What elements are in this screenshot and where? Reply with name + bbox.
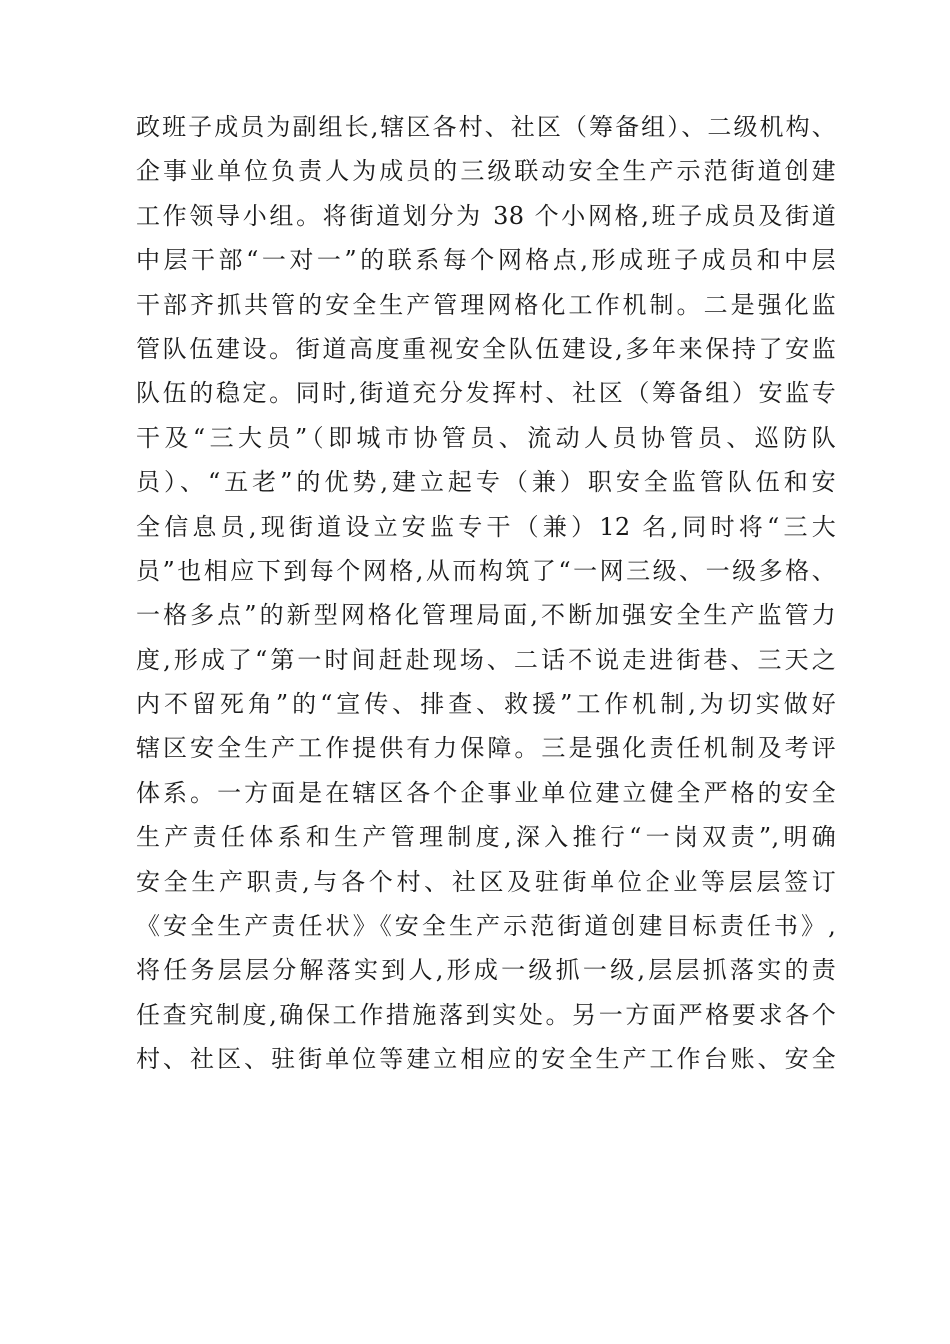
text-line: 企事业单位负责人为成员的三级联动安全生产示范街道创建 <box>136 157 836 186</box>
text-line: 管队伍建设。街道高度重视安全队伍建设,多年来保持了安监 <box>136 334 836 363</box>
text-line: 员）、“五老”的优势,建立起专（兼）职安全监管队伍和安 <box>136 468 836 497</box>
text-line: 员”也相应下到每个网格,从而构筑了“一网三级、一级多格、 <box>136 556 836 585</box>
text-line: 中层干部“一对一”的联系每个网格点,形成班子成员和中层 <box>136 246 836 275</box>
text-line: 体系。一方面是在辖区各个企事业单位建立健全严格的安全 <box>136 778 836 807</box>
text-line: 度,形成了“第一时间赶赴现场、二话不说走进街巷、三天之 <box>136 645 836 674</box>
text-line: 队伍的稳定。同时,街道充分发挥村、社区（筹备组）安监专 <box>136 379 836 408</box>
text-line: 任查究制度,确保工作措施落到实处。另一方面严格要求各个 <box>136 1000 836 1029</box>
text-line: 干及“三大员”（即城市协管员、流动人员协管员、巡防队 <box>136 423 836 452</box>
text-line: 政班子成员为副组长,辖区各村、社区（筹备组）、二级机构、 <box>136 113 836 141</box>
text-line: 《安全生产责任状》《安全生产示范街道创建目标责任书》, <box>136 912 836 941</box>
text-line: 内不留死角”的“宣传、排查、救援”工作机制,为切实做好 <box>136 690 836 719</box>
text-line: 生产责任体系和生产管理制度,深入推行“一岗双责”,明确 <box>136 823 836 852</box>
text-line: 辖区安全生产工作提供有力保障。三是强化责任机制及考评 <box>136 734 836 763</box>
text-line: 村、社区、驻街单位等建立相应的安全生产工作台账、安全 <box>136 1045 836 1074</box>
text-line: 工作领导小组。将街道划分为 38 个小网格,班子成员及街道 <box>136 201 836 230</box>
text-line: 全信息员,现街道设立安监专干（兼）12 名,同时将“三大 <box>136 512 836 541</box>
text-line: 将任务层层分解落实到人,形成一级抓一级,层层抓落实的责 <box>136 956 836 985</box>
text-line: 干部齐抓共管的安全生产管理网格化工作机制。二是强化监 <box>136 290 836 319</box>
text-line: 安全生产职责,与各个村、社区及驻街单位企业等层层签订 <box>136 867 836 896</box>
body-text <box>136 105 836 1082</box>
text-line: 一格多点”的新型网格化管理局面,不断加强安全生产监管力 <box>136 601 836 630</box>
